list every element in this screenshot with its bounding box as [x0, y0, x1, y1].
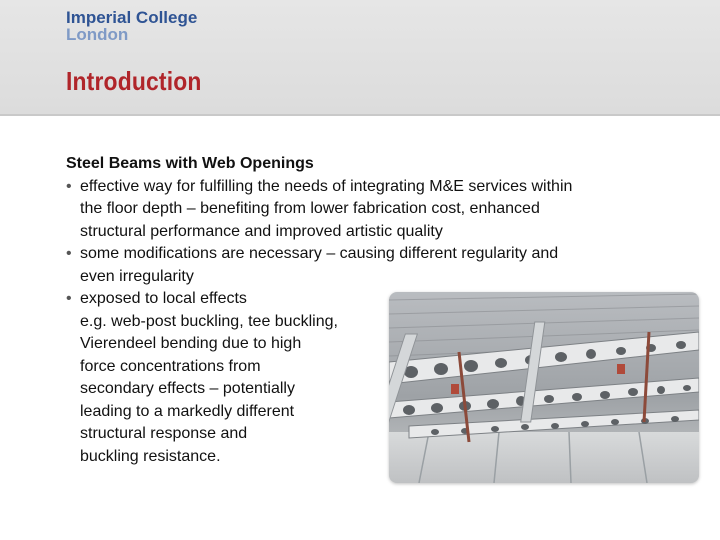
bullet-line: structural performance and improved artistic quality [80, 222, 443, 240]
logo-line-1: Imperial College [66, 8, 198, 27]
bullet-line: the floor depth – benefiting from lower fabrication cost, enhanced [80, 200, 540, 217]
logo-line-2: London [66, 25, 129, 44]
bullet-line: some modifications are necessary – causing different regularity and [80, 245, 559, 262]
cellular-beams-photo [389, 292, 699, 483]
bullet-line: even irregularity [80, 267, 194, 285]
slide-header [0, 0, 720, 116]
bullet-item-2 [66, 243, 666, 288]
bullet-item-3 [66, 288, 380, 468]
bullet-line: structural response and [80, 425, 248, 442]
bullet-line: secondary effects – potentially [80, 380, 295, 397]
bullet-line: buckling resistance. [80, 447, 221, 465]
slide-title: Introduction [66, 66, 202, 96]
bullet-marker: • [66, 245, 72, 262]
bullet-line: e.g. web-post buckling, tee buckling, [80, 312, 338, 330]
bullet-line: Vierendeel bending due to high [80, 335, 302, 352]
bullet-line: force concentrations from [80, 357, 261, 375]
cellular-beams-illustration [389, 292, 699, 483]
bullet-marker: • [66, 177, 72, 195]
bullet-line: leading to a markedly different [80, 402, 295, 420]
bullet-line: exposed to local effects [80, 290, 247, 307]
imperial-college-logo [66, 9, 197, 43]
bullet-item-1 [66, 176, 666, 244]
bullet-marker: • [66, 290, 72, 307]
section-heading: Steel Beams with Web Openings [66, 155, 314, 172]
bullet-line: effective way for fulfilling the needs of integrating M&E services within [80, 177, 573, 195]
